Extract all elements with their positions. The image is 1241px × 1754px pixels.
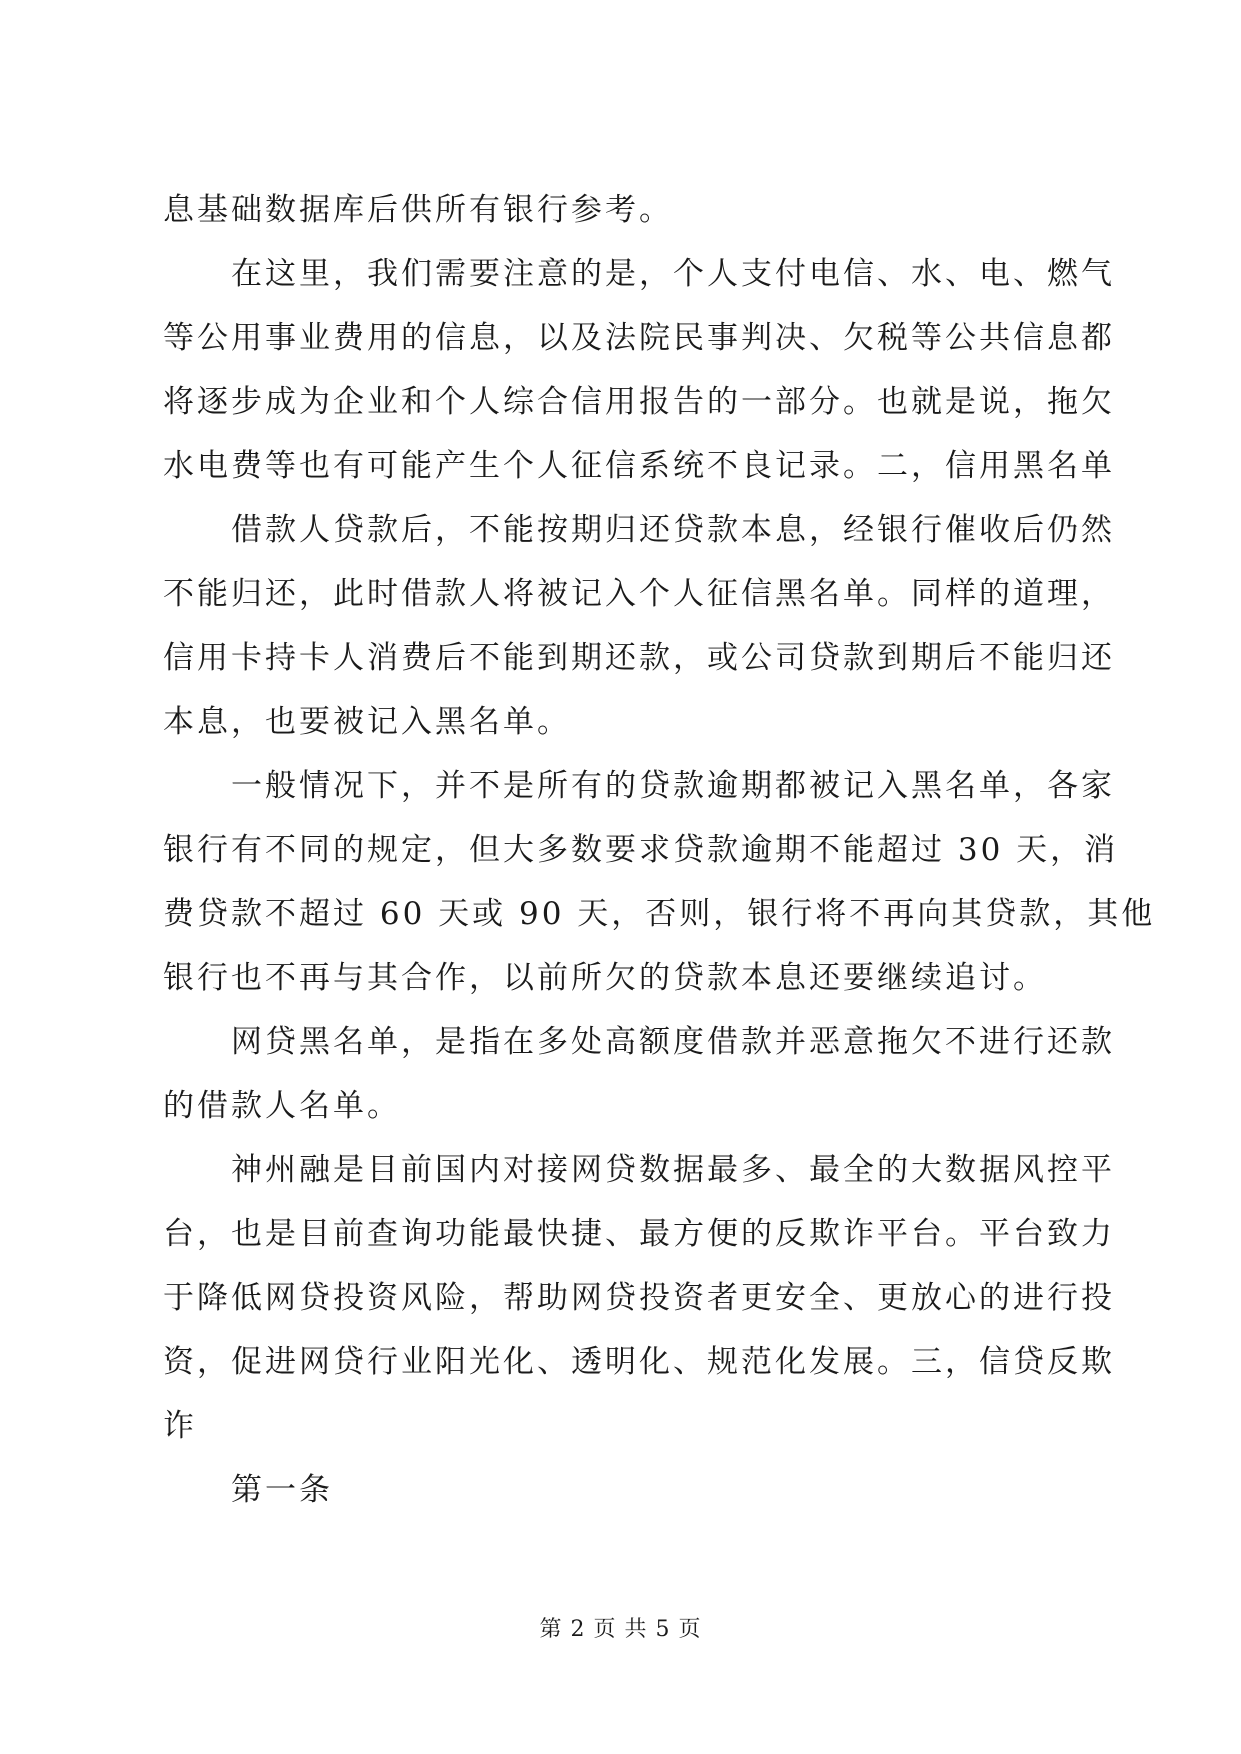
text-line: 等公用事业费用的信息，以及法院民事判决、欠税等公共信息都: [163, 320, 1115, 356]
text-line: 水电费等也有可能产生个人征信系统不良记录。二，信用黑名单: [163, 448, 1115, 484]
text-line: 资，促进网贷行业阳光化、透明化、规范化发展。三，信贷反欺: [163, 1344, 1115, 1380]
text-line: 的借款人名单。: [163, 1088, 401, 1124]
text-line: 将逐步成为企业和个人综合信用报告的一部分。也就是说，拖欠: [163, 384, 1115, 420]
text-line: 于降低网贷投资风险，帮助网贷投资者更安全、更放心的进行投: [163, 1280, 1115, 1316]
text-line: 不能归还，此时借款人将被记入个人征信黑名单。同样的道理，: [163, 576, 1115, 612]
text-line: 网贷黑名单，是指在多处高额度借款并恶意拖欠不进行还款: [231, 1024, 1115, 1060]
text-line: 第一条: [231, 1472, 333, 1508]
text-line: 本息，也要被记入黑名单。: [163, 704, 571, 740]
text-line: 诈: [163, 1408, 197, 1444]
text-line: 借款人贷款后，不能按期归还贷款本息，经银行催收后仍然: [231, 512, 1115, 548]
text-line: 费贷款不超过 60 天或 90 天，否则，银行将不再向其贷款，其他: [163, 896, 1156, 932]
text-line: 神州融是目前国内对接网贷数据最多、最全的大数据风控平: [231, 1152, 1115, 1188]
text-line: 信用卡持卡人消费后不能到期还款，或公司贷款到期后不能归还: [163, 640, 1115, 676]
page-number: 第 2 页 共 5 页: [539, 1617, 702, 1642]
text-line: 银行有不同的规定，但大多数要求贷款逾期不能超过 30 天，消: [163, 832, 1119, 868]
text-line: 一般情况下，并不是所有的贷款逾期都被记入黑名单，各家: [231, 768, 1115, 804]
body-text: [163, 178, 1156, 1522]
text-line: 息基础数据库后供所有银行参考。: [163, 192, 673, 228]
text-line: 在这里，我们需要注意的是，个人支付电信、水、电、燃气: [231, 256, 1115, 292]
text-line: 银行也不再与其合作，以前所欠的贷款本息还要继续追讨。: [163, 960, 1047, 996]
text-line: 台，也是目前查询功能最快捷、最方便的反欺诈平台。平台致力: [163, 1216, 1115, 1252]
